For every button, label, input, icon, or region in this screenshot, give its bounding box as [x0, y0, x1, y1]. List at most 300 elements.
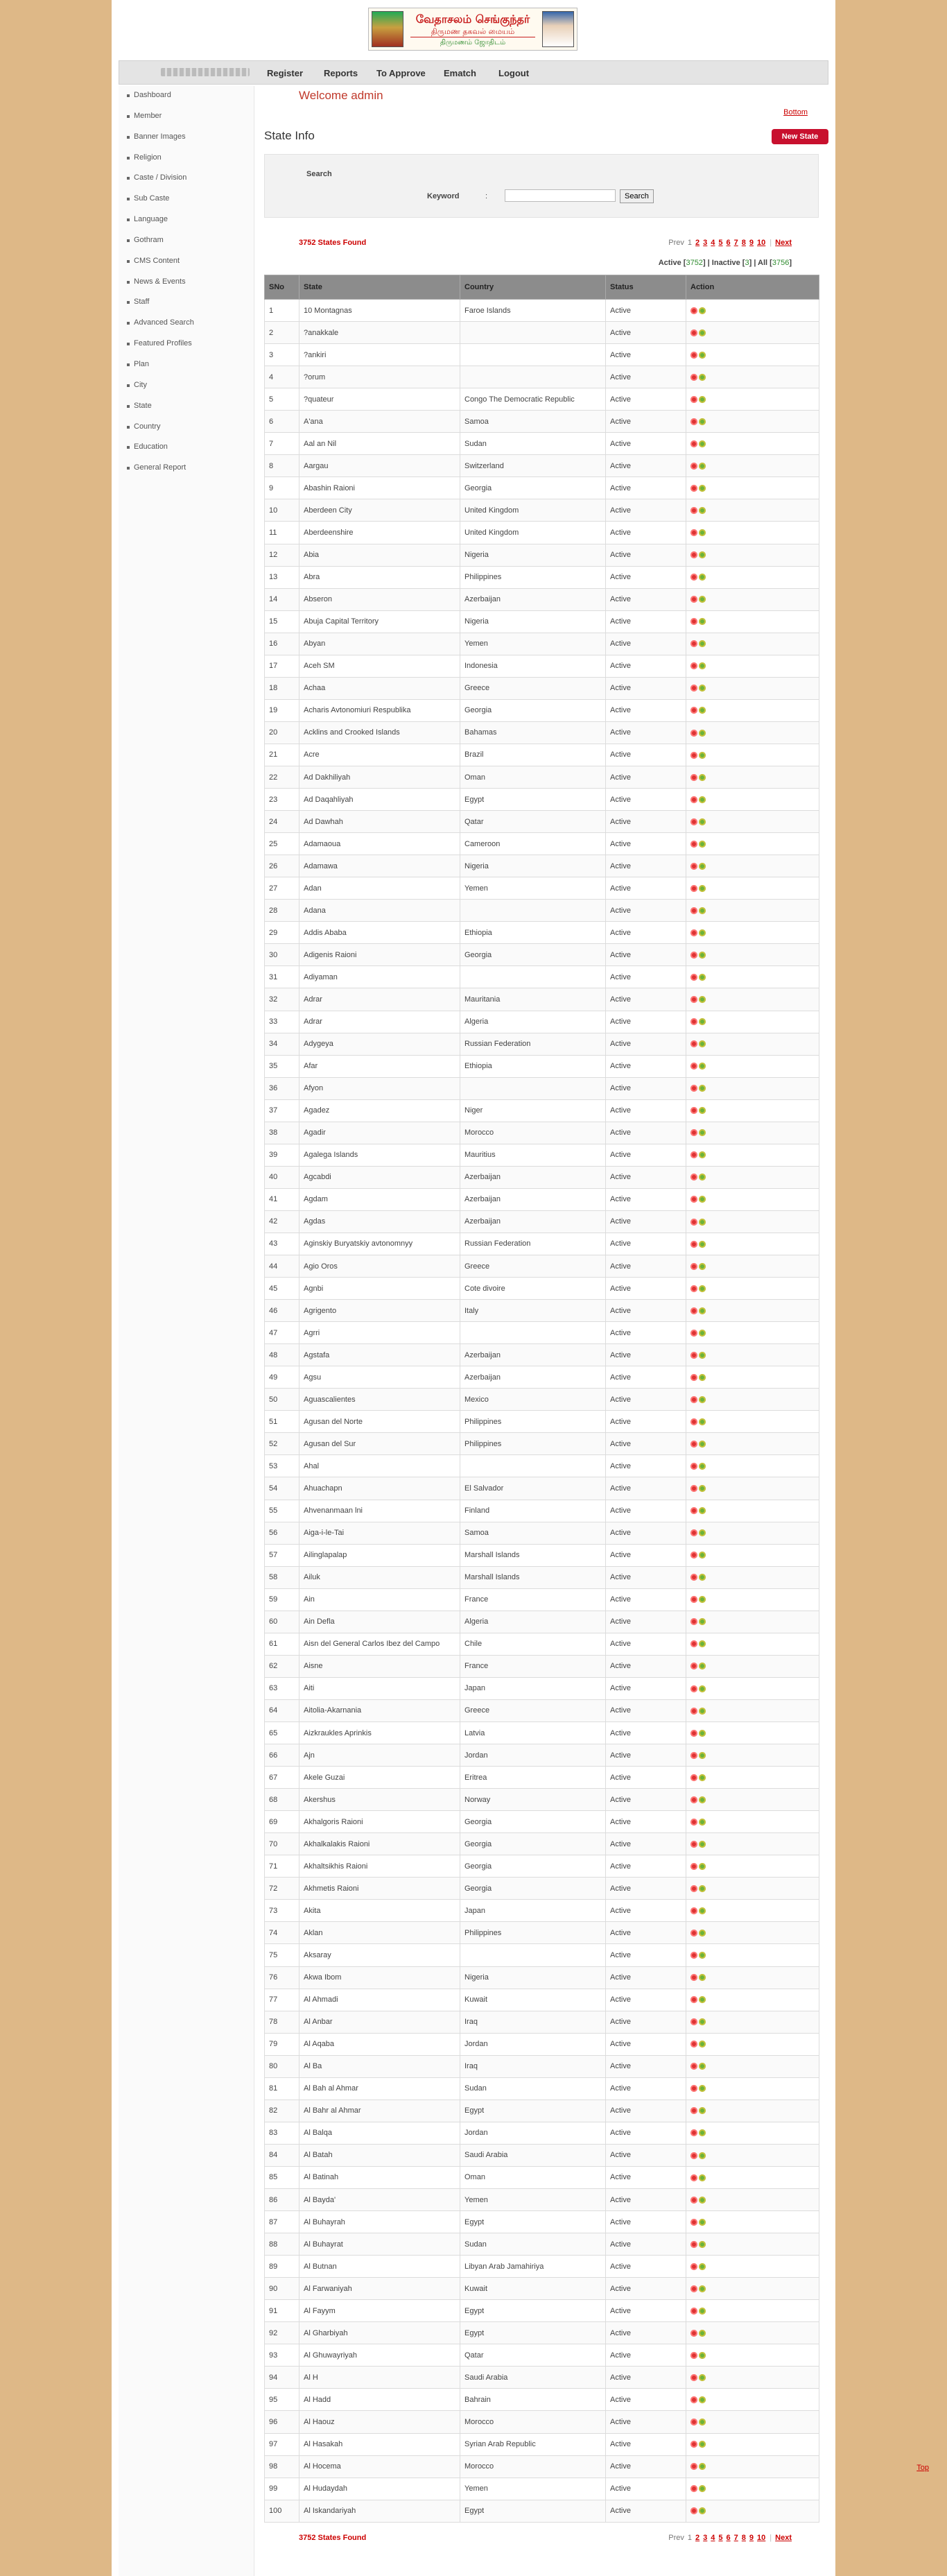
cell-action: [686, 544, 819, 566]
delete-icon[interactable]: [690, 1085, 697, 1092]
edit-icon[interactable]: [699, 1730, 706, 1737]
sidebar-item-news-events[interactable]: [119, 273, 254, 293]
delete-icon[interactable]: [690, 952, 697, 959]
edit-icon[interactable]: [699, 1952, 706, 1959]
edit-icon[interactable]: [699, 1174, 706, 1180]
edit-icon[interactable]: [699, 2285, 706, 2292]
edit-icon[interactable]: [699, 2174, 706, 2181]
edit-icon[interactable]: [699, 2263, 706, 2270]
edit-icon[interactable]: [699, 1507, 706, 1514]
delete-icon[interactable]: [690, 640, 697, 647]
edit-icon[interactable]: [699, 2152, 706, 2159]
page-link-5[interactable]: 5: [718, 239, 723, 247]
delete-icon[interactable]: [690, 1752, 697, 1759]
table-row: [265, 2122, 819, 2144]
results-count-bottom: 3752 States Found: [299, 2534, 367, 2542]
cell-status: Active: [606, 2389, 686, 2411]
delete-icon[interactable]: [690, 841, 697, 848]
page-link-9[interactable]: 9: [749, 239, 754, 247]
edit-icon[interactable]: [699, 640, 706, 647]
sidebar-item-city[interactable]: [119, 376, 254, 397]
delete-icon[interactable]: [690, 774, 697, 781]
edit-icon[interactable]: [699, 507, 706, 514]
cell-state: Ad Dakhiliyah: [299, 766, 460, 788]
delete-icon[interactable]: [690, 2063, 697, 2070]
delete-icon[interactable]: [690, 2330, 697, 2337]
edit-icon[interactable]: [699, 841, 706, 848]
cell-state: Adiyaman: [299, 966, 460, 988]
delete-icon[interactable]: [690, 574, 697, 581]
page-link-7[interactable]: 7: [733, 239, 738, 247]
delete-icon[interactable]: [690, 685, 697, 692]
delete-icon[interactable]: [690, 1574, 697, 1581]
cell-status: Active: [606, 789, 686, 811]
delete-icon[interactable]: [690, 507, 697, 514]
edit-icon[interactable]: [699, 1463, 706, 1470]
edit-icon[interactable]: [699, 752, 706, 759]
edit-icon[interactable]: [699, 1219, 706, 1226]
delete-icon[interactable]: [690, 2352, 697, 2359]
edit-icon[interactable]: [699, 1907, 706, 1914]
delete-icon[interactable]: [690, 440, 697, 447]
edit-icon[interactable]: [699, 2018, 706, 2025]
edit-icon[interactable]: [699, 1441, 706, 1448]
edit-icon[interactable]: [699, 1618, 706, 1625]
edit-icon[interactable]: [699, 863, 706, 870]
edit-icon[interactable]: [699, 2485, 706, 2492]
cell-action: [686, 2455, 819, 2478]
delete-icon[interactable]: [690, 662, 697, 669]
edit-icon[interactable]: [699, 1529, 706, 1536]
delete-icon[interactable]: [690, 1396, 697, 1403]
delete-icon[interactable]: [690, 1241, 697, 1248]
delete-icon[interactable]: [690, 1129, 697, 1136]
edit-icon[interactable]: [699, 1374, 706, 1381]
delete-icon[interactable]: [690, 1841, 697, 1848]
edit-icon[interactable]: [699, 485, 706, 492]
delete-icon[interactable]: [690, 730, 697, 737]
keyword-input[interactable]: [505, 189, 616, 202]
cell-action: [686, 1633, 819, 1655]
edit-icon[interactable]: [699, 1307, 706, 1314]
cell-status: Active: [606, 2188, 686, 2210]
delete-icon[interactable]: [690, 1018, 697, 1025]
nav-to-approve[interactable]: To Approve: [376, 68, 426, 78]
cell-status: Active: [606, 2011, 686, 2033]
page-link-2[interactable]: 2: [695, 2534, 700, 2542]
edit-icon[interactable]: [699, 1418, 706, 1425]
edit-icon[interactable]: [699, 618, 706, 625]
delete-icon[interactable]: [690, 1174, 697, 1180]
edit-icon[interactable]: [699, 1796, 706, 1803]
edit-icon[interactable]: [699, 2507, 706, 2514]
delete-icon[interactable]: [690, 2485, 697, 2492]
page-link-10[interactable]: 10: [757, 2534, 766, 2542]
edit-icon[interactable]: [699, 662, 706, 669]
edit-icon[interactable]: [699, 885, 706, 892]
delete-icon[interactable]: [690, 1151, 697, 1158]
cell-sno: 23: [265, 789, 299, 811]
delete-icon[interactable]: [690, 752, 697, 759]
delete-icon[interactable]: [690, 1974, 697, 1981]
edit-icon[interactable]: [699, 574, 706, 581]
delete-icon[interactable]: [690, 307, 697, 314]
cell-sno: 4: [265, 366, 299, 388]
delete-icon[interactable]: [690, 2174, 697, 2181]
delete-icon[interactable]: [690, 996, 697, 1003]
page-link-6[interactable]: 6: [726, 2534, 731, 2542]
delete-icon[interactable]: [690, 529, 697, 536]
page-link-4[interactable]: 4: [711, 239, 715, 247]
delete-icon[interactable]: [690, 1107, 697, 1114]
delete-icon[interactable]: [690, 1040, 697, 1047]
cell-state: Aberdeenshire: [299, 522, 460, 544]
sidebar-item-language[interactable]: [119, 210, 254, 231]
page-link-10[interactable]: 10: [757, 239, 766, 247]
edit-icon[interactable]: [699, 2308, 706, 2315]
top-link[interactable]: Top: [916, 2464, 929, 2472]
table-row: [265, 1011, 819, 1033]
sidebar-item-state[interactable]: [119, 397, 254, 418]
edit-icon[interactable]: [699, 2129, 706, 2136]
edit-icon[interactable]: [699, 1930, 706, 1937]
edit-icon[interactable]: [699, 1819, 706, 1826]
cell-sno: 71: [265, 1855, 299, 1878]
edit-icon[interactable]: [699, 440, 706, 447]
sidebar-item-gothram[interactable]: [119, 231, 254, 252]
sidebar-item-featured-profiles[interactable]: [119, 334, 254, 355]
delete-icon[interactable]: [690, 1196, 697, 1203]
next-link[interactable]: Next: [775, 239, 792, 247]
page-link-1[interactable]: 1: [687, 2534, 693, 2542]
sidebar-item-label: Gothram: [134, 235, 164, 244]
page-link-4[interactable]: 4: [711, 2534, 715, 2542]
cell-sno: 69: [265, 1811, 299, 1833]
edit-icon[interactable]: [699, 907, 706, 914]
page-link-2[interactable]: 2: [695, 239, 700, 247]
delete-icon[interactable]: [690, 1529, 697, 1536]
cell-status: Active: [606, 2211, 686, 2233]
edit-icon[interactable]: [699, 707, 706, 714]
sidebar-item-banner-images[interactable]: [119, 128, 254, 148]
cell-status: Active: [606, 1566, 686, 1588]
founder-photo: [542, 11, 574, 47]
delete-icon[interactable]: [690, 329, 697, 336]
sidebar-item-plan[interactable]: [119, 355, 254, 376]
delete-icon[interactable]: [690, 863, 697, 870]
sidebar-item-cms-content[interactable]: [119, 252, 254, 273]
edit-icon[interactable]: [699, 2041, 706, 2047]
edit-icon[interactable]: [699, 952, 706, 959]
sidebar-item-general-report[interactable]: [119, 458, 254, 479]
delete-icon[interactable]: [690, 1596, 697, 1603]
edit-icon[interactable]: [699, 1774, 706, 1781]
edit-icon[interactable]: [699, 2419, 706, 2425]
delete-icon[interactable]: [690, 2107, 697, 2114]
delete-icon[interactable]: [690, 2129, 697, 2136]
nav-ematch[interactable]: Ematch: [444, 68, 476, 78]
edit-icon[interactable]: [699, 2107, 706, 2114]
delete-icon[interactable]: [690, 1863, 697, 1870]
nav-reports[interactable]: Reports: [324, 68, 358, 78]
delete-icon[interactable]: [690, 596, 697, 603]
delete-icon[interactable]: [690, 551, 697, 558]
delete-icon[interactable]: [690, 418, 697, 425]
edit-icon[interactable]: [699, 1885, 706, 1892]
cell-state: Ahuachapn: [299, 1477, 460, 1500]
delete-icon[interactable]: [690, 1774, 697, 1781]
delete-icon[interactable]: [690, 2219, 697, 2226]
bottom-link[interactable]: Bottom: [783, 108, 808, 117]
delete-icon[interactable]: [690, 1819, 697, 1826]
edit-icon[interactable]: [699, 1841, 706, 1848]
delete-icon[interactable]: [690, 1219, 697, 1226]
edit-icon[interactable]: [699, 1574, 706, 1581]
delete-icon[interactable]: [690, 2041, 697, 2047]
edit-icon[interactable]: [699, 596, 706, 603]
page-link-3[interactable]: 3: [703, 239, 708, 247]
sidebar-item-staff[interactable]: [119, 293, 254, 314]
delete-icon[interactable]: [690, 1952, 697, 1959]
sidebar-item-dashboard[interactable]: [119, 86, 254, 107]
edit-icon[interactable]: [699, 929, 706, 936]
edit-icon[interactable]: [699, 307, 706, 314]
edit-icon[interactable]: [699, 2063, 706, 2070]
delete-icon[interactable]: [690, 907, 697, 914]
new-state-button[interactable]: New State: [772, 129, 828, 144]
sidebar-item-advanced-search[interactable]: [119, 314, 254, 334]
edit-icon[interactable]: [699, 2463, 706, 2470]
delete-icon[interactable]: [690, 1708, 697, 1715]
cell-action: [686, 633, 819, 655]
table-row: [265, 610, 819, 633]
edit-icon[interactable]: [699, 2219, 706, 2226]
edit-icon[interactable]: [699, 796, 706, 803]
delete-icon[interactable]: [690, 1285, 697, 1292]
edit-icon[interactable]: [699, 1485, 706, 1492]
table-row: [265, 1255, 819, 1278]
delete-icon[interactable]: [690, 929, 697, 936]
site-logo[interactable]: [368, 8, 577, 51]
delete-icon[interactable]: [690, 618, 697, 625]
edit-icon[interactable]: [699, 1352, 706, 1359]
cell-action: [686, 1878, 819, 1900]
edit-icon[interactable]: [699, 2330, 706, 2337]
delete-icon[interactable]: [690, 1640, 697, 1647]
sidebar-item-label: CMS Content: [134, 256, 180, 265]
delete-icon[interactable]: [690, 2197, 697, 2204]
search-button[interactable]: Search: [620, 189, 654, 203]
bullet-icon: [127, 384, 130, 387]
delete-icon[interactable]: [690, 2152, 697, 2159]
edit-icon[interactable]: [699, 774, 706, 781]
edit-icon[interactable]: [699, 418, 706, 425]
edit-icon[interactable]: [699, 1330, 706, 1337]
cell-state: ?quateur: [299, 388, 460, 411]
bullet-icon: [127, 363, 130, 366]
delete-icon[interactable]: [690, 1418, 697, 1425]
prev-link[interactable]: Prev: [668, 2534, 684, 2542]
delete-icon[interactable]: [690, 396, 697, 403]
delete-icon[interactable]: [690, 707, 697, 714]
edit-icon[interactable]: [699, 2396, 706, 2403]
delete-icon[interactable]: [690, 1552, 697, 1559]
page-link-9[interactable]: 9: [749, 2534, 754, 2542]
edit-icon[interactable]: [699, 1085, 706, 1092]
cell-state: Al Gharbiyah: [299, 2322, 460, 2344]
sidebar-item-sub-caste[interactable]: [119, 189, 254, 210]
delete-icon[interactable]: [690, 352, 697, 359]
delete-icon[interactable]: [690, 1307, 697, 1314]
delete-icon[interactable]: [690, 1685, 697, 1692]
page-link-8[interactable]: 8: [741, 239, 746, 247]
delete-icon[interactable]: [690, 1463, 697, 1470]
delete-icon[interactable]: [690, 1441, 697, 1448]
delete-icon[interactable]: [690, 796, 697, 803]
cell-action: [686, 1699, 819, 1721]
page-link-8[interactable]: 8: [741, 2534, 746, 2542]
delete-icon[interactable]: [690, 1618, 697, 1625]
delete-icon[interactable]: [690, 1263, 697, 1270]
edit-icon[interactable]: [699, 1241, 706, 1248]
delete-icon[interactable]: [690, 2374, 697, 2381]
edit-icon[interactable]: [699, 1151, 706, 1158]
edit-icon[interactable]: [699, 2441, 706, 2448]
table-row: [265, 2055, 819, 2077]
sidebar-item-education[interactable]: [119, 438, 254, 458]
edit-icon[interactable]: [699, 1596, 706, 1603]
delete-icon[interactable]: [690, 1063, 697, 1070]
delete-icon[interactable]: [690, 2441, 697, 2448]
cell-country: Saudi Arabia: [460, 2367, 606, 2389]
edit-icon[interactable]: [699, 1685, 706, 1692]
page-link-7[interactable]: 7: [733, 2534, 738, 2542]
cell-state: Agadir: [299, 1122, 460, 1144]
edit-icon[interactable]: [699, 374, 706, 381]
edit-icon[interactable]: [699, 1663, 706, 1669]
delete-icon[interactable]: [690, 2308, 697, 2315]
page-link-5[interactable]: 5: [718, 2534, 723, 2542]
nav-register[interactable]: Register: [267, 68, 304, 78]
edit-icon[interactable]: [699, 1396, 706, 1403]
edit-icon[interactable]: [699, 818, 706, 825]
cell-state: Aisn del General Carlos Ibez del Campo: [299, 1633, 460, 1655]
cell-sno: 92: [265, 2322, 299, 2344]
page-link-6[interactable]: 6: [726, 239, 731, 247]
delete-icon[interactable]: [690, 2018, 697, 2025]
edit-icon[interactable]: [699, 2352, 706, 2359]
delete-icon[interactable]: [690, 1885, 697, 1892]
delete-icon[interactable]: [690, 2507, 697, 2514]
edit-icon[interactable]: [699, 1196, 706, 1203]
edit-icon[interactable]: [699, 551, 706, 558]
delete-icon[interactable]: [690, 974, 697, 981]
edit-icon[interactable]: [699, 1996, 706, 2003]
delete-icon[interactable]: [690, 818, 697, 825]
sidebar-item-religion[interactable]: [119, 148, 254, 169]
edit-icon[interactable]: [699, 1018, 706, 1025]
edit-icon[interactable]: [699, 2241, 706, 2248]
edit-icon[interactable]: [699, 1129, 706, 1136]
edit-icon[interactable]: [699, 396, 706, 403]
cell-country: [460, 1077, 606, 1099]
edit-icon[interactable]: [699, 1640, 706, 1647]
edit-icon[interactable]: [699, 1285, 706, 1292]
page-link-3[interactable]: 3: [703, 2534, 708, 2542]
delete-icon[interactable]: [690, 1730, 697, 1737]
delete-icon[interactable]: [690, 1485, 697, 1492]
edit-icon[interactable]: [699, 2085, 706, 2092]
nav-logout[interactable]: Logout: [498, 68, 530, 78]
delete-icon[interactable]: [690, 374, 697, 381]
edit-icon[interactable]: [699, 463, 706, 470]
cell-sno: 60: [265, 1611, 299, 1633]
delete-icon[interactable]: [690, 485, 697, 492]
delete-icon[interactable]: [690, 1996, 697, 2003]
edit-icon[interactable]: [699, 1708, 706, 1715]
delete-icon[interactable]: [690, 1796, 697, 1803]
delete-icon[interactable]: [690, 2396, 697, 2403]
delete-icon[interactable]: [690, 1930, 697, 1937]
edit-icon[interactable]: [699, 974, 706, 981]
edit-icon[interactable]: [699, 1752, 706, 1759]
delete-icon[interactable]: [690, 463, 697, 470]
delete-icon[interactable]: [690, 1374, 697, 1381]
delete-icon[interactable]: [690, 2085, 697, 2092]
edit-icon[interactable]: [699, 329, 706, 336]
delete-icon[interactable]: [690, 2285, 697, 2292]
cell-state: Acre: [299, 744, 460, 766]
sidebar-item-member[interactable]: [119, 107, 254, 128]
sidebar-item-country[interactable]: [119, 418, 254, 438]
prev-link[interactable]: Prev: [668, 239, 684, 247]
edit-icon[interactable]: [699, 2374, 706, 2381]
edit-icon[interactable]: [699, 1040, 706, 1047]
bullet-icon: [127, 239, 130, 242]
delete-icon[interactable]: [690, 1507, 697, 1514]
edit-icon[interactable]: [699, 352, 706, 359]
next-link[interactable]: Next: [775, 2534, 792, 2542]
edit-icon[interactable]: [699, 1552, 706, 1559]
delete-icon[interactable]: [690, 2463, 697, 2470]
delete-icon[interactable]: [690, 1663, 697, 1669]
sidebar-item-caste-division[interactable]: [119, 169, 254, 189]
cell-state: Ad Daqahliyah: [299, 789, 460, 811]
delete-icon[interactable]: [690, 2419, 697, 2425]
page-link-1[interactable]: 1: [687, 239, 693, 247]
delete-icon[interactable]: [690, 2263, 697, 2270]
edit-icon[interactable]: [699, 1107, 706, 1114]
edit-icon[interactable]: [699, 2197, 706, 2204]
delete-icon[interactable]: [690, 885, 697, 892]
delete-icon[interactable]: [690, 2241, 697, 2248]
table-row: [265, 522, 819, 544]
delete-icon[interactable]: [690, 1907, 697, 1914]
cell-action: [686, 699, 819, 721]
cell-state: ?anakkale: [299, 322, 460, 344]
edit-icon[interactable]: [699, 1263, 706, 1270]
edit-icon[interactable]: [699, 1063, 706, 1070]
delete-icon[interactable]: [690, 1330, 697, 1337]
edit-icon[interactable]: [699, 1863, 706, 1870]
edit-icon[interactable]: [699, 685, 706, 692]
edit-icon[interactable]: [699, 996, 706, 1003]
delete-icon[interactable]: [690, 1352, 697, 1359]
edit-icon[interactable]: [699, 1974, 706, 1981]
edit-icon[interactable]: [699, 529, 706, 536]
cell-status: Active: [606, 1811, 686, 1833]
edit-icon[interactable]: [699, 730, 706, 737]
